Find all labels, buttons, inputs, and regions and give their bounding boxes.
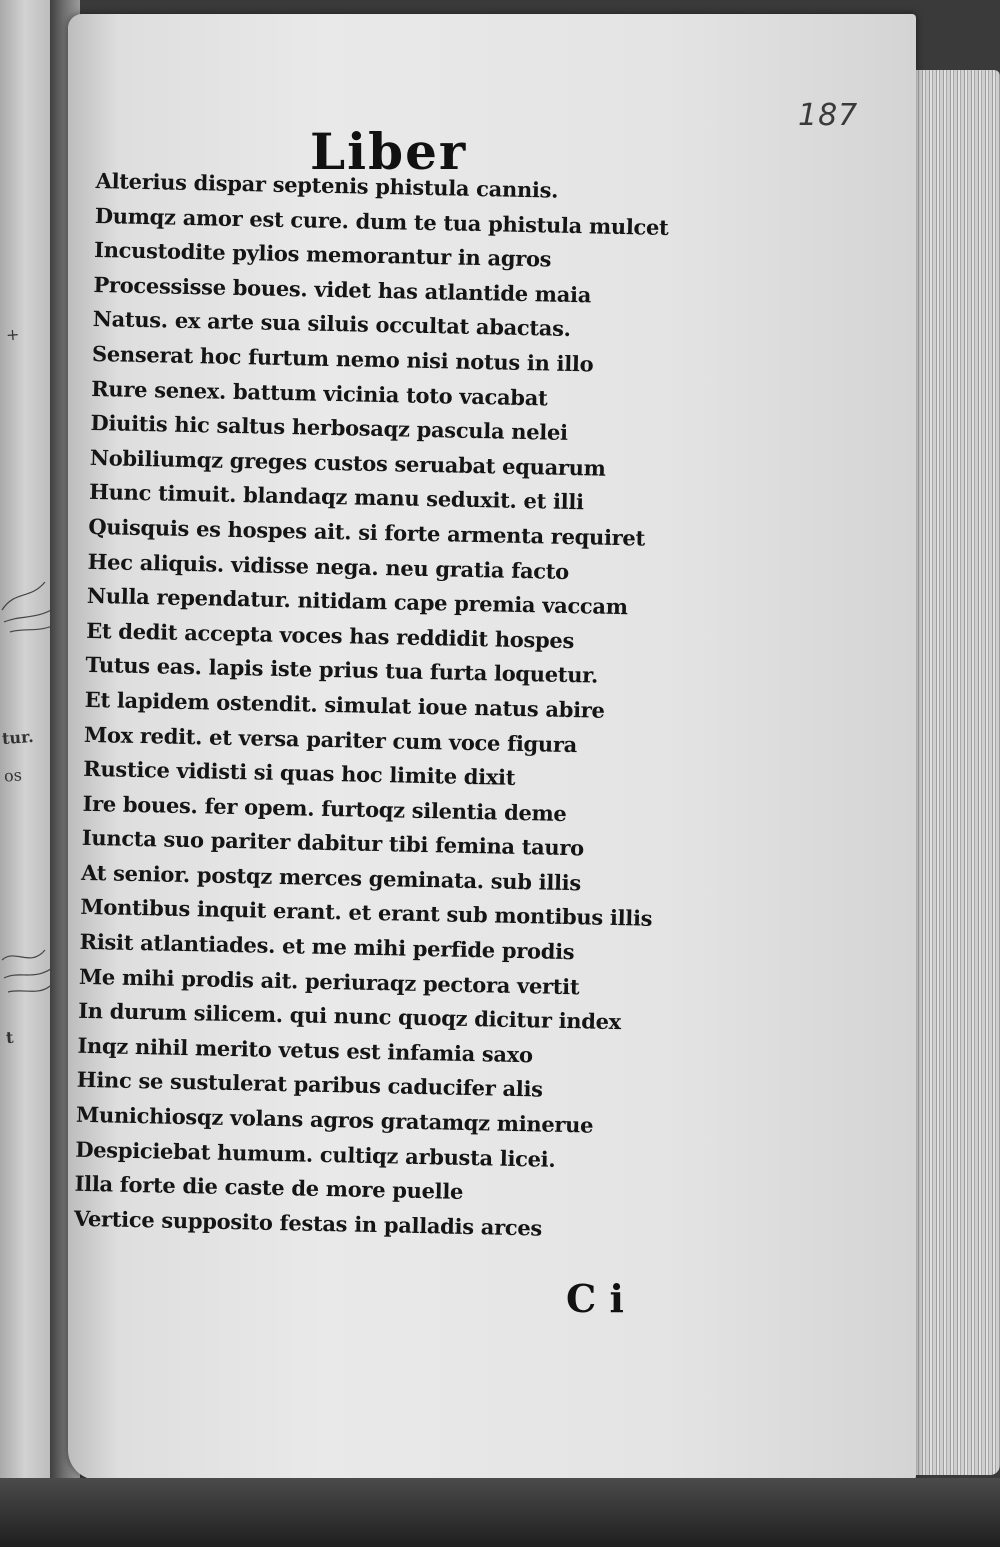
- verse-line: Diuitis hic saltus herbosaqz pascula nelei: [90, 410, 568, 446]
- verse-line: Dumqz amor est cure. dum te tua phistula mulcet: [94, 202, 669, 240]
- verse-line: Hec aliquis. vidisse nega. neu gratia facto: [87, 548, 570, 584]
- verse-line: Incustodite pylios memorantur in agros: [93, 237, 552, 272]
- verse-line: Ire boues. fer opem. furtoqz silentia deme: [82, 790, 567, 826]
- verse-line: Quisquis es hospes ait. si forte armenta requiret: [88, 513, 646, 551]
- verse-line: Vertice supposito festas in palladis arces: [73, 1205, 543, 1241]
- verse-line: Processisse boues. videt has atlantide maia: [93, 271, 592, 308]
- scan-background: [0, 1478, 1000, 1547]
- verse-line: Nobiliumqz greges custos seruabat equarum: [89, 444, 606, 481]
- verse-line: Et lapidem ostendit. simulat ioue natus abire: [84, 686, 605, 723]
- verse-line: At senior. postqz merces geminata. sub illis: [80, 859, 582, 896]
- page-edges: [905, 70, 1000, 1475]
- verse-line: Inqz nihil merito vetus est infamia saxo: [77, 1032, 533, 1068]
- verse-line: Iuncta suo pariter dabitur tibi femina tauro: [81, 825, 585, 861]
- verse-line: Nulla rependatur. nitidam cape premia vaccam: [86, 583, 628, 620]
- verse-line: Natus. ex arte sua siluis occultat abactas.: [92, 306, 571, 342]
- verse-line: Montibus inquit erant. et erant sub montibus illis: [80, 894, 653, 932]
- margin-mark: +: [5, 324, 21, 345]
- verse-line: Et dedit accepta voces has reddidit hospes: [85, 617, 575, 653]
- folio-number: 187: [798, 98, 859, 133]
- verse-line: Hinc se sustulerat paribus caducifer alis: [76, 1067, 543, 1102]
- verse-line: Senserat hoc furtum nemo nisi notus in illo: [91, 340, 594, 377]
- margin-mark: tur.: [1, 726, 35, 749]
- verse-line: Illa forte die caste de more puelle: [74, 1170, 464, 1205]
- verse-line: Rure senex. battum vicinia toto vacabat: [91, 375, 548, 411]
- verse-line: Alterius dispar septenis phistula cannis.: [95, 167, 559, 203]
- verse-line: Tutus eas. lapis iste prius tua furta loquetur.: [85, 652, 599, 688]
- margin-mark: t: [5, 1027, 15, 1048]
- signature-mark: C i: [566, 1276, 624, 1321]
- verse-line: Mox redit. et versa pariter cum voce figura: [83, 721, 578, 757]
- verse-line: Rustice vidisti si quas hoc limite dixit: [83, 755, 516, 791]
- running-head: Liber: [310, 122, 468, 181]
- verse-line: Munichiosqz volans agros gratamqz minerue: [75, 1101, 594, 1138]
- verse-line: Despiciebat humum. cultiqz arbusta licei.: [75, 1136, 556, 1172]
- verse-line: In durum silicem. qui nunc quoqz dicitur index: [78, 998, 622, 1035]
- verse-list: [74, 164, 716, 1249]
- recto-page: [68, 14, 916, 1480]
- margin-mark: os: [3, 765, 23, 786]
- verse-line: Me mihi prodis ait. periuraqz pectora vertit: [78, 963, 580, 999]
- verse-line: Risit atlantiades. et me mihi perfide prodis: [79, 928, 575, 965]
- verse-line: Hunc timuit. blandaqz manu seduxit. et illi: [88, 479, 584, 515]
